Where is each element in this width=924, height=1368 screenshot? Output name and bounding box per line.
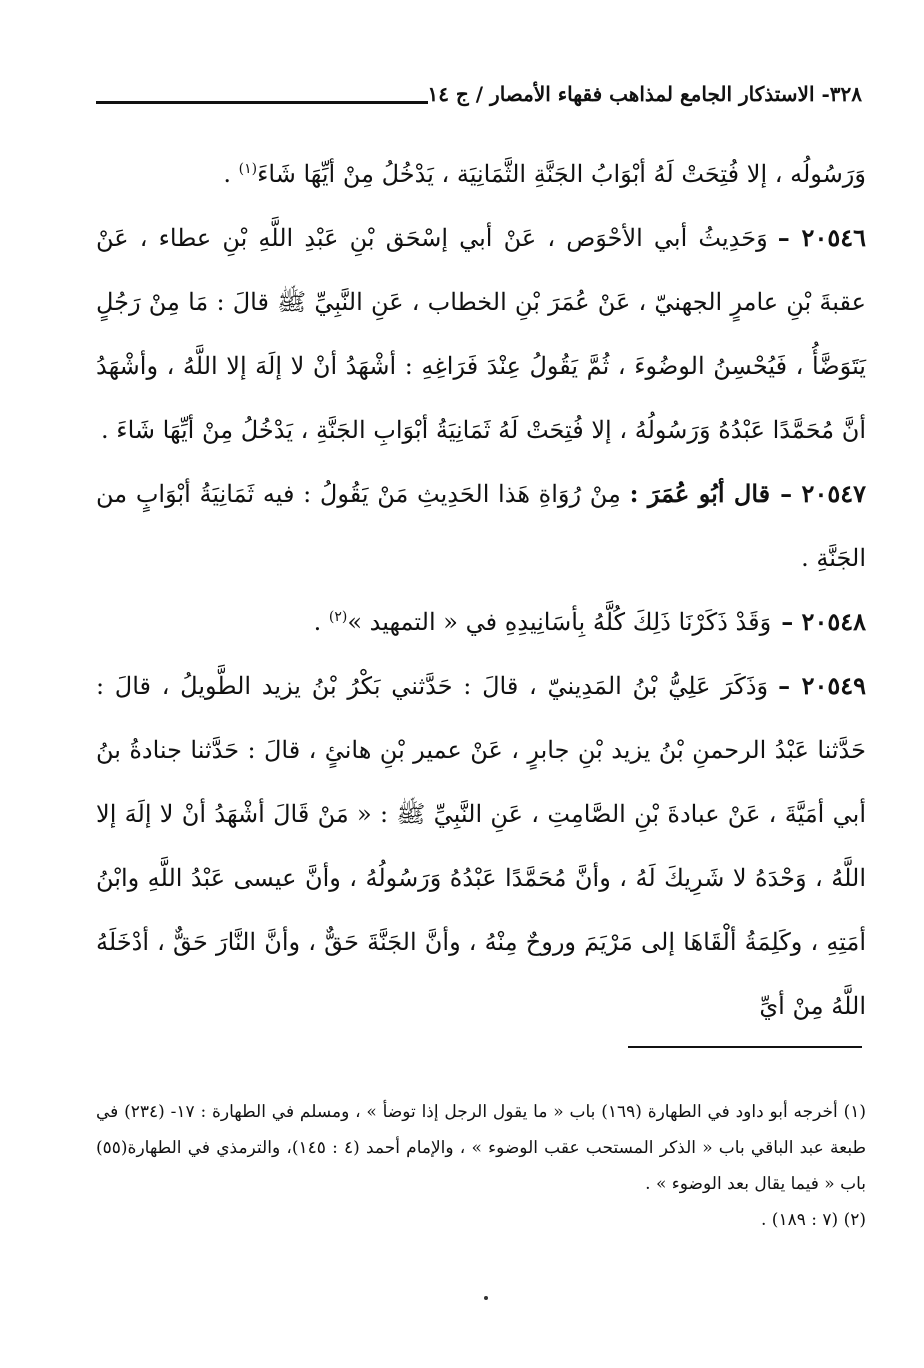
opening-line-end: . [223,160,239,188]
paragraph-20546 [96,206,866,462]
paragraph-text: وَحَدِيثُ أبي الأحْوَص ، عَنْ أبي إسْحَق بْنِ عَبْدِ اللَّهِ بْنِ عطاء ، عَنْ عقبةَ بْنِ عامرٍ الجهنيّ ، عَنْ عُمَرَ بْنِ الخطاب ، عَنِ النَّبِيِّ ﷺ قالَ : مَا مِنْ رَجُلٍ يَتَوَضَّأُ ، فَيُحْسِنُ الوضُوءَ ، ثُمَّ يَقُولُ عِنْدَ فَرَاغِهِ : أشْهَدُ أنْ لا إلَهَ إلا اللَّهُ ، وأشْهَدُ أنَّ مُحَمَّدًا عَبْدُهُ وَرَسُولُهُ ، إلا فُتِحَتْ لَهُ ثَمَانِيَةُ أبْوَابِ الجَنَّةِ ، يَدْخُلُ مِنْ أيِّهَا شَاءَ . [96,224,866,444]
paragraph-text: وَذَكَرَ عَلِيُّ بْنُ المَدِينيّ ، قالَ : حَدَّثني بَكْرُ بْنُ يزيد الطَّويلُ ، قالَ : حَدَّثنا عَبْدُ الرحمنِ بْنُ يزيد بْنِ جابرٍ ، عَنْ عمير بْنِ هانئٍ ، قالَ : حَدَّثنا جنادةُ بنُ أبي أمَيَّةَ ، عَنْ عبادةَ بْنِ الصَّامِتِ ، عَنِ النَّبِيِّ ﷺ : « مَنْ قَالَ أشْهَدُ أنْ لا إلَهَ إلا اللَّهُ ، وَحْدَهُ لا شَرِيكَ لَهُ ، وأنَّ مُحَمَّدًا عَبْدُهُ وَرَسُولُهُ ، وأنَّ عيسى عَبْدُ اللَّهِ وابْنُ أمَتِهِ ، وكَلِمَةُ ألْقَاهَا إلى مَرْيَمَ وروحٌ مِنْهُ ، وأنَّ الجَنَّةَ حَقٌّ ، وأنَّ النَّارَ حَقٌّ ، أدْخَلَهُ اللَّهُ مِنْ أيِّ [96,672,866,1020]
opening-line-text: وَرَسُولُه ، إلا فُتِحَتْ لَهُ أبْوَابُ الجَنَّةِ الثَّمَانِيَة ، يَدْخُلُ مِنْ أيِّهَا شَاءَ [257,160,866,188]
footnotes [96,1094,866,1238]
opening-line [96,142,866,206]
footnote-1: (١) أخرجه أبو داود في الطهارة (١٦٩) باب « ما يقول الرجل إذا توضأ » ، ومسلم في الطهارة : ١٧- (٢٣٤) في طبعة عبد الباقي باب « الذكر المستحب عقب الوضوء » ، والإمام أحمد (٤ : ١٤٥)، والترمذي في الطهارة(٥٥) باب « فيما يقال بعد الوضوء » . [96,1102,866,1194]
speaker-label: قال أبُو عُمَرَ : [629,479,771,508]
footnote-2: (٢) (٧ : ١٨٩) . [761,1210,866,1230]
paragraph-20547 [96,462,866,590]
paragraph-number: ٢٠٥٤٩ – [778,671,867,700]
paragraph-tail: . [313,608,329,636]
paragraph-number: ٢٠٥٤٨ – [781,607,866,636]
page-mark [484,1296,488,1300]
main-text [96,142,866,1038]
paragraph-20548 [96,590,866,654]
paragraph-20549 [96,654,866,1038]
paragraph-number: ٢٠٥٤٦ – [777,223,866,252]
header-rule [96,101,428,104]
running-header: ٣٢٨- الاستذكار الجامع لمذاهب فقهاء الأمصار / ج ١٤ [427,82,862,106]
paragraph-number: ٢٠٥٤٧ – [780,479,866,508]
paragraph-text: مِنْ رُوَاةِ هَذا الحَدِيثِ مَنْ يَقُولُ : فيه ثَمَانِيَةُ أبْوَابٍ من الجَنَّةِ . [96,480,866,572]
footnote-rule [628,1046,862,1048]
footnote-ref-2: (٢) [328,609,348,625]
footnote-ref-1: (١) [238,161,258,177]
paragraph-text: وَقَدْ ذَكَرْنَا ذَلِكَ كُلَّهُ بِأسَانِيدِهِ في « التمهيد » [347,608,772,636]
